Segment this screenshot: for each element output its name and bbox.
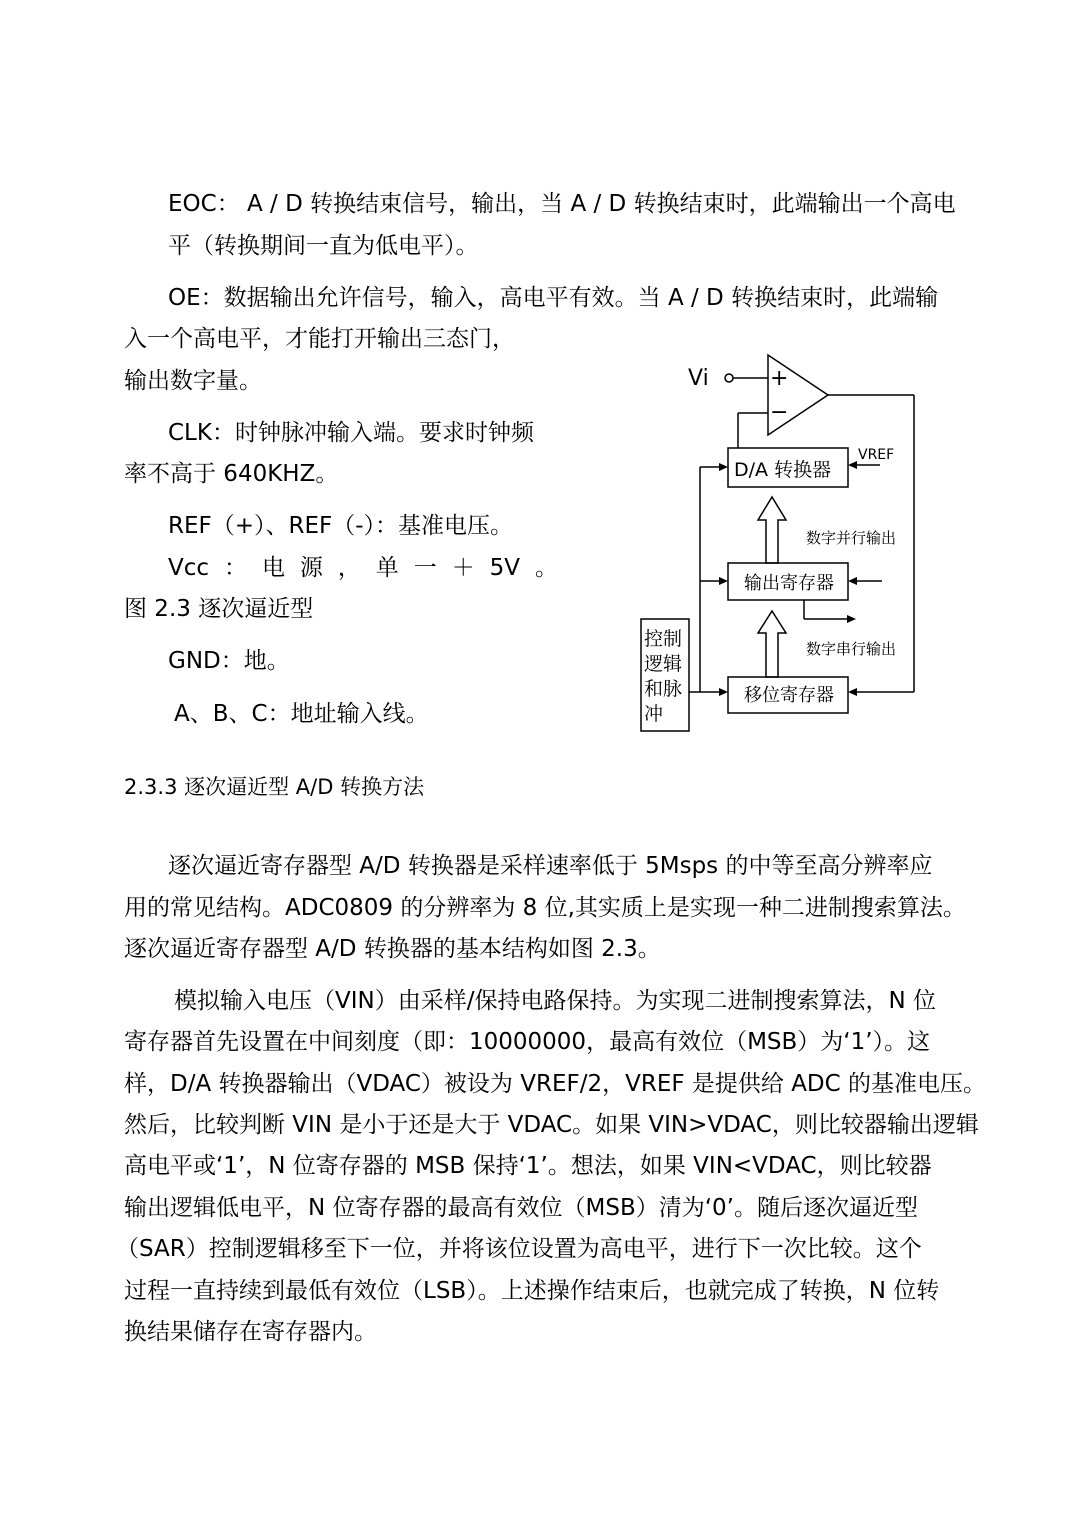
vcc-part: ， xyxy=(337,555,361,581)
figure-caption: 图 2.3 逐次逼近型 xyxy=(124,596,314,622)
vcc-part: 源 xyxy=(299,555,323,581)
eoc-line-1: EOC： A / D 转换结束信号，输出，当 A / D 转换结束时，此端输出一个高电 xyxy=(168,191,956,217)
vcc-part: 单 xyxy=(375,555,399,581)
vi-label: Vi xyxy=(688,366,709,391)
vcc-line xyxy=(168,553,558,583)
vref-label: VREF xyxy=(858,447,895,463)
vcc-part: 。 xyxy=(534,555,558,581)
paragraph-2-line: 高电平或‘1’，N 位寄存器的 MSB 保持‘1’。想法，如果 VIN<VDAC，则比较器 xyxy=(124,1153,932,1179)
ref-line: REF（+）、REF（-）：基准电压。 xyxy=(168,513,514,539)
paragraph-1-line: 逐次逼近寄存器型 A/D 转换器的基本结构如图 2.3。 xyxy=(124,936,661,962)
control-label-line: 冲 xyxy=(644,703,664,725)
oe-line-3: 输出数字量。 xyxy=(124,368,262,394)
vcc-part: 5V xyxy=(489,555,521,581)
parallel-output-label: 数字并行输出 xyxy=(806,529,897,547)
clk-line-1: CLK：时钟脉冲输入端。要求时钟频 xyxy=(168,420,534,446)
paragraph-2-line: 然后，比较判断 VIN 是小于还是大于 VDAC。如果 VIN>VDAC，则比较器输出逻辑 xyxy=(124,1112,979,1138)
vcc-part: 一 xyxy=(413,555,437,581)
shift-register-label: 移位寄存器 xyxy=(744,685,834,706)
paragraph-1-line: 用的常见结构。ADC0809 的分辨率为 8 位,其实质上是实现一种二进制搜索算法。 xyxy=(124,895,966,921)
paragraph-2-line: （SAR）控制逻辑移至下一位，并将该位设置为高电平，进行下一次比较。这个 xyxy=(116,1236,922,1262)
paragraph-2-line: 输出逻辑低电平，N 位寄存器的最高有效位（MSB）清为‘0’。随后逐次逼近型 xyxy=(124,1195,918,1221)
control-label-line: 控制 xyxy=(644,628,683,650)
control-label-line: 逻辑 xyxy=(644,653,683,675)
output-register-label: 输出寄存器 xyxy=(744,573,834,594)
vcc-part: 电 xyxy=(261,555,285,581)
oe-line-1: OE：数据输出允许信号，输入，高电平有效。当 A / D 转换结束时，此端输 xyxy=(168,285,939,311)
vcc-part: Vcc xyxy=(168,555,210,581)
paragraph-2-line: 换结果储存在寄存器内。 xyxy=(124,1319,377,1345)
vcc-part: ＋ xyxy=(451,555,475,581)
gnd-line: GND：地。 xyxy=(168,648,290,674)
vi-terminal xyxy=(725,374,733,382)
dac-label: D/A 转换器 xyxy=(734,459,832,481)
vcc-part: ： xyxy=(223,555,247,581)
eoc-line-2: 平（转换期间一直为低电平）。 xyxy=(168,233,479,259)
paragraph-2-line: 样，D/A 转换器输出（VDAC）被设为 VREF/2，VREF 是提供给 ADC 的基准电压。 xyxy=(124,1071,987,1097)
serial-arrow xyxy=(758,611,786,677)
paragraph-1-line: 逐次逼近寄存器型 A/D 转换器是采样速率低于 5Msps 的中等至高分辨率应 xyxy=(168,853,933,879)
abc-line: A、B、C：地址输入线。 xyxy=(174,701,429,727)
oe-line-2: 入一个高电平，才能打开输出三态门， xyxy=(124,326,515,352)
paragraph-2-line: 寄存器首先设置在中间刻度（即：10000000，最高有效位（MSB）为‘1’）。这 xyxy=(124,1029,931,1055)
minus-sign: − xyxy=(770,400,789,425)
control-label-line: 和脉 xyxy=(644,678,683,700)
section-heading: 2.3.3 逐次逼近型 A/D 转换方法 xyxy=(124,775,425,799)
parallel-arrow xyxy=(758,497,786,563)
clk-line-2: 率不高于 640KHZ。 xyxy=(124,461,339,487)
serial-output-label: 数字串行输出 xyxy=(806,640,897,658)
plus-sign: + xyxy=(770,366,789,391)
paragraph-2-line: 过程一直持续到最低有效位（LSB）。上述操作结束后，也就完成了转换，N 位转 xyxy=(124,1278,940,1304)
paragraph-2-line: 模拟输入电压（VIN）由采样/保持电路保持。为实现二进制搜索算法，N 位 xyxy=(174,988,936,1014)
sar-adc-diagram xyxy=(630,345,930,740)
